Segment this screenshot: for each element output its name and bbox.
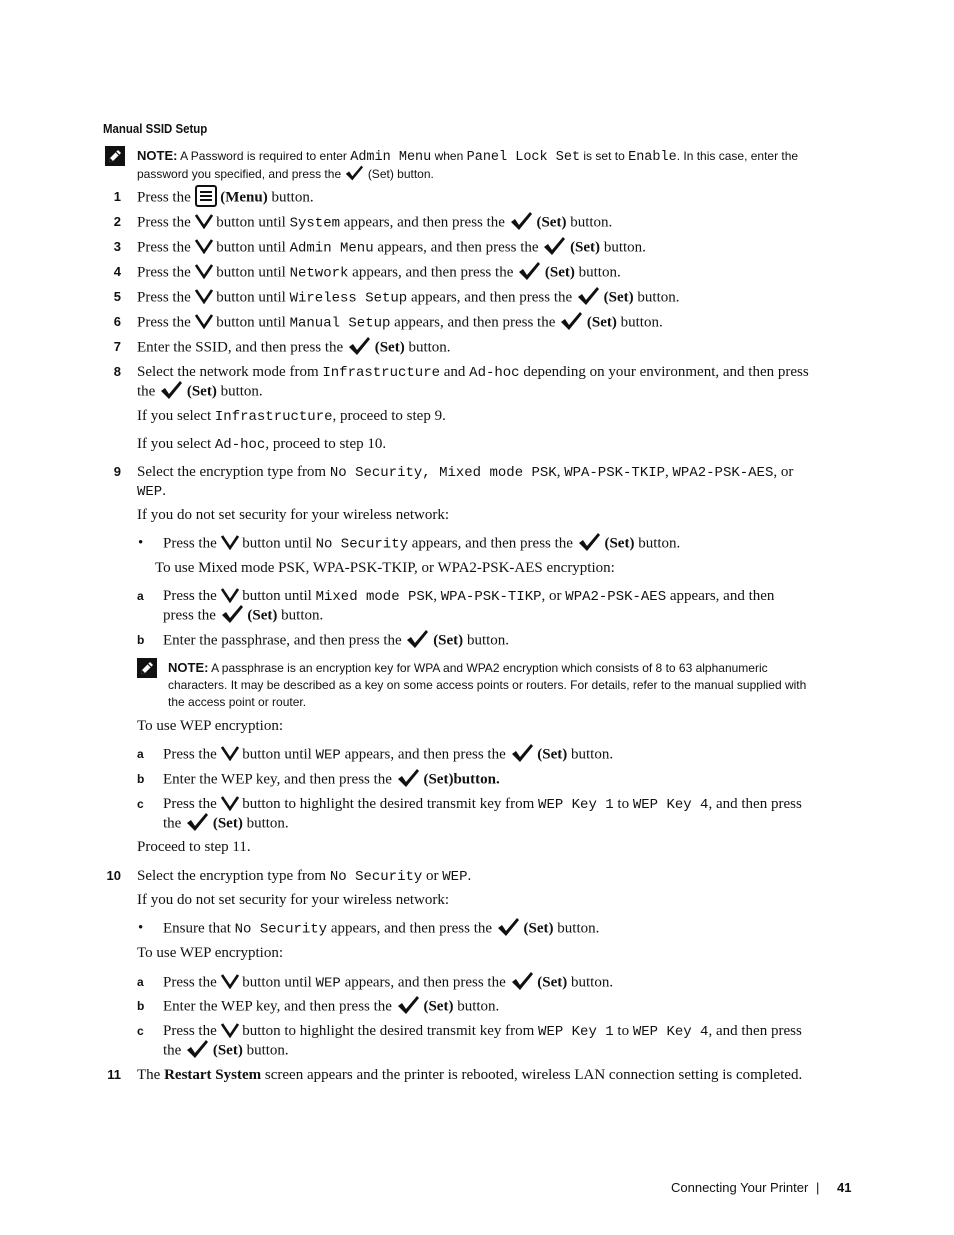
down-arrow-icon: [195, 238, 213, 254]
step-10-nosec: If you do not set security for your wireless network:: [137, 892, 450, 908]
substep-letter: c: [137, 1024, 144, 1038]
step-number: 5: [113, 289, 121, 304]
down-arrow-icon: [221, 587, 239, 603]
section-title: Manual SSID Setup: [103, 121, 208, 136]
step-9-wep-b: Enter the WEP key, and then press the (Set)button.: [163, 769, 500, 791]
step-number: 9: [113, 464, 121, 479]
step-9: Select the encryption type from No Security, Mixed mode PSK, WPA-PSK-TKIP, WPA2-PSK-AES, or: [137, 464, 794, 481]
set-check-icon: [496, 916, 520, 938]
step-10-c: Press the button to highlight the desired transmit key from WEP Key 1 to WEP Key 4, and then press: [163, 1023, 802, 1040]
step-9-a-cont: press the (Set) button.: [163, 605, 323, 627]
substep-letter: b: [137, 772, 145, 786]
step-10-wep: To use WEP encryption:: [137, 945, 284, 961]
step-8-cont: the (Set) button.: [137, 381, 263, 403]
down-arrow-icon: [221, 795, 239, 811]
set-check-icon: [159, 379, 183, 401]
step-9-wep: To use WEP encryption:: [137, 718, 284, 734]
step-9-wep-c: Press the button to highlight the desired transmit key from WEP Key 1 to WEP Key 4, and then press: [163, 796, 802, 813]
down-arrow-icon: [195, 213, 213, 229]
bullet: •: [138, 920, 144, 936]
step-number: 10: [106, 868, 121, 883]
substep-letter: a: [137, 589, 144, 603]
step-10-bullet: Ensure that No Security appears, and then press the (Set) button.: [163, 918, 599, 940]
step-6: Press the button until Manual Setup appears, and then press the (Set) button.: [137, 312, 663, 334]
set-check-icon: [559, 310, 583, 332]
set-check-icon: [405, 628, 429, 650]
substep-letter: b: [137, 999, 145, 1013]
set-check-icon: [396, 994, 420, 1016]
set-check-icon: [542, 235, 566, 257]
step-7: Enter the SSID, and then press the (Set) button.: [137, 337, 451, 359]
set-check-icon: [185, 1038, 209, 1060]
set-check-icon: [517, 260, 541, 282]
step-number: 1: [113, 189, 121, 204]
step-3: Press the button until Admin Menu appears, and then press the (Set) button.: [137, 237, 646, 259]
step-10-c-cont: the (Set) button.: [163, 1040, 289, 1062]
step-9-a: Press the button until Mixed mode PSK, WPA-PSK-TIKP, or WPA2-PSK-AES appears, and then: [163, 588, 775, 605]
step-number: 2: [113, 214, 121, 229]
substep-letter: b: [137, 633, 145, 647]
step-11: The Restart System screen appears and the printer is rebooted, wireless LAN connection setting is completed.: [137, 1067, 803, 1083]
step-number: 4: [113, 264, 121, 279]
down-arrow-icon: [195, 288, 213, 304]
note-pencil-icon: [137, 658, 157, 678]
note-password: NOTE: A Password is required to enter Admin Menu when Panel Lock Set is set to Enable. In this case, enter the password you specified, and press the (Set) button.: [137, 148, 799, 182]
step-2: Press the button until System appears, and then press the (Set) button.: [137, 212, 612, 234]
step-9-bullet: Press the button until No Security appears, and then press the (Set) button.: [163, 533, 680, 555]
note-pencil-icon: [105, 146, 125, 166]
footer-section: Connecting Your Printer: [671, 1180, 809, 1195]
footer-separator: |: [816, 1180, 820, 1195]
page-number: 41: [837, 1180, 852, 1195]
step-4: Press the button until Network appears, and then press the (Set) button.: [137, 262, 621, 284]
step-9-b: Enter the passphrase, and then press the (Set) button.: [163, 630, 509, 652]
step-number: 11: [107, 1067, 121, 1082]
set-check-icon: [185, 811, 209, 833]
down-arrow-icon: [221, 1022, 239, 1038]
step-9-nosec: If you do not set security for your wireless network:: [137, 507, 450, 523]
step-10-a: Press the button until WEP appears, and then press the (Set) button.: [163, 972, 613, 994]
set-check-icon: [344, 164, 364, 182]
set-check-icon: [510, 970, 534, 992]
step-8-if-infra: If you select Infrastructure, proceed to step 9.: [137, 408, 446, 425]
step-1: Press the (Menu) button.: [137, 187, 314, 209]
set-check-icon: [577, 531, 601, 553]
step-8: Select the network mode from Infrastructure and Ad-hoc depending on your environment, and then press: [137, 364, 809, 381]
step-number: 8: [113, 364, 121, 379]
step-5: Press the button until Wireless Setup appears, and then press the (Set) button.: [137, 287, 680, 309]
step-10: Select the encryption type from No Security or WEP.: [137, 868, 472, 885]
step-number: 3: [113, 239, 121, 254]
set-check-icon: [347, 335, 371, 357]
down-arrow-icon: [195, 313, 213, 329]
step-9-proceed: Proceed to step 11.: [137, 839, 251, 855]
down-arrow-icon: [195, 263, 213, 279]
note-label: NOTE:: [137, 148, 178, 163]
step-9-wep-c-cont: the (Set) button.: [163, 813, 289, 835]
set-check-icon: [220, 603, 244, 625]
step-number: 7: [113, 339, 121, 354]
step-9-mixed: To use Mixed mode PSK, WPA-PSK-TKIP, or WPA2-PSK-AES encryption:: [155, 560, 615, 576]
step-8-if-adhoc: If you select Ad-hoc, proceed to step 10.: [137, 436, 387, 453]
down-arrow-icon: [221, 973, 239, 989]
set-check-icon: [396, 767, 420, 789]
bullet: •: [138, 535, 144, 551]
down-arrow-icon: [221, 534, 239, 550]
substep-letter: a: [137, 747, 144, 761]
step-number: 6: [113, 314, 121, 329]
note-label: NOTE:: [168, 660, 209, 675]
note-passphrase: NOTE: A passphrase is an encryption key for WPA and WPA2 encryption which consists of 8 to 63 alphanumeric characters. It may be described as a key on some access points or routers. For details, refer to the manual supplied with the access point or router.: [168, 660, 807, 709]
menu-icon: [195, 185, 217, 207]
set-check-icon: [576, 285, 600, 307]
substep-letter: a: [137, 975, 144, 989]
step-9-wep-a: Press the button until WEP appears, and then press the (Set) button.: [163, 744, 613, 766]
down-arrow-icon: [221, 745, 239, 761]
step-9-cont: WEP.: [137, 483, 166, 500]
set-check-icon: [509, 210, 533, 232]
substep-letter: c: [137, 797, 144, 811]
set-check-icon: [510, 742, 534, 764]
step-10-b: Enter the WEP key, and then press the (Set) button.: [163, 996, 499, 1018]
